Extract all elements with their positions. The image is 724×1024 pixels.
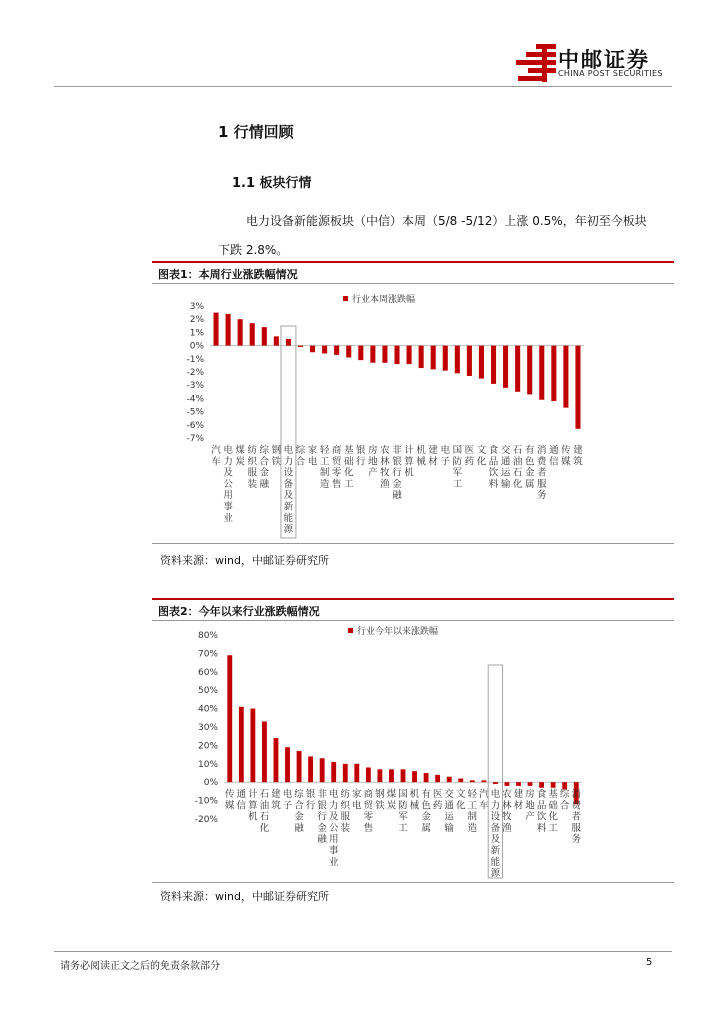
category-label: 食品饮料 — [536, 789, 547, 834]
category-label: 通信 — [236, 789, 247, 812]
bar-计算机 — [250, 709, 255, 783]
category-label: 有色金属 — [421, 789, 431, 834]
category-label: 银行 — [305, 789, 316, 812]
bar-家电 — [354, 764, 359, 782]
bar-煤炭 — [238, 319, 243, 345]
logo-chinese-name: 中邮证券 — [558, 48, 650, 72]
bar-传媒 — [227, 655, 232, 782]
bar-基础化工 — [551, 782, 556, 788]
figure1-top-rule — [152, 261, 674, 263]
category-label: 纺织服装 — [340, 789, 351, 834]
bar-交通运输 — [447, 777, 452, 783]
bar-银行 — [358, 346, 363, 361]
y-tick-label: -4% — [186, 394, 204, 405]
category-label: 电力设备及新能源 — [283, 445, 294, 536]
y-tick-label: 50% — [197, 686, 218, 697]
bar-电力及公用事业 — [226, 314, 231, 346]
bar-消费者服务 — [539, 346, 544, 400]
y-tick-label: -3% — [186, 381, 204, 392]
category-label: 家电 — [352, 789, 362, 812]
bar-汽车 — [481, 780, 486, 782]
category-label: 综合金融 — [294, 789, 304, 834]
category-label: 汽车 — [211, 445, 221, 468]
category-label: 电力及公用事业 — [223, 445, 233, 524]
bar-食品饮料 — [539, 782, 544, 788]
category-label: 非银行金融 — [317, 789, 327, 846]
chart-legend — [348, 625, 438, 637]
category-label: 建筑 — [573, 445, 583, 468]
category-label: 文化 — [476, 445, 487, 468]
category-label: 传媒 — [225, 789, 235, 812]
bar-通信 — [239, 707, 244, 782]
category-label: 银行 — [356, 445, 366, 468]
category-label: 计算机 — [248, 789, 258, 823]
bar-房地产 — [370, 346, 375, 363]
bar-家电 — [310, 346, 315, 353]
y-tick-label: -5% — [186, 407, 204, 418]
figure1-bottom-rule — [152, 543, 674, 544]
bar-纺织服装 — [250, 323, 255, 345]
y-tick-label: 80% — [197, 631, 218, 641]
bar-纺织服装 — [343, 764, 348, 782]
category-label: 钢铁 — [375, 789, 385, 812]
category-label: 综合金融 — [259, 445, 270, 490]
category-label: 轻工制造 — [319, 445, 330, 490]
category-label: 机械 — [416, 445, 426, 468]
category-label: 交通运输 — [500, 445, 511, 490]
y-tick-label: 20% — [197, 741, 218, 752]
category-label: 家电 — [307, 445, 318, 468]
figure1-source: 资料来源：wind，中邮证券研究所 — [160, 554, 330, 567]
category-label: 电子 — [440, 445, 451, 468]
bar-综合金融 — [297, 751, 302, 782]
category-label: 房地产 — [368, 445, 378, 479]
category-label: 传媒 — [561, 445, 571, 468]
category-label: 文化 — [455, 789, 466, 812]
y-tick-label: 70% — [197, 649, 218, 660]
bar-农林牧渔 — [382, 346, 387, 363]
bar-商贸零售 — [334, 346, 339, 355]
y-tick-label: -20% — [194, 815, 218, 825]
category-label: 基础化工 — [343, 445, 354, 490]
bar-医药 — [435, 775, 440, 782]
chart-legend — [343, 293, 415, 305]
y-tick-label: 30% — [197, 723, 218, 733]
category-label: 轻工制造 — [467, 789, 478, 834]
logo-mark-icon — [516, 44, 556, 82]
bar-有色金属 — [424, 773, 429, 782]
y-tick-label: 0% — [203, 778, 218, 789]
logo-english-name: CHINA POST SECURITIES — [558, 69, 663, 78]
category-label: 煤炭 — [386, 789, 397, 812]
bar-电力及公用事业 — [331, 762, 336, 782]
section-heading: 1 行情回顾 — [218, 123, 294, 141]
figure1-title-rule — [152, 283, 674, 284]
page-number: 5 — [646, 957, 653, 968]
y-tick-label: -6% — [186, 420, 204, 431]
bar-文化 — [458, 779, 463, 783]
bar-计算机 — [407, 346, 412, 364]
category-label: 钢铁 — [271, 445, 282, 468]
y-tick-label: -1% — [186, 354, 204, 365]
bar-钢铁 — [274, 336, 279, 345]
category-label: 商贸零售 — [331, 445, 342, 490]
bar-传媒 — [563, 346, 568, 408]
category-label: 农林牧渔 — [502, 789, 512, 834]
bar-综合金融 — [262, 327, 267, 345]
category-label: 汽车 — [479, 789, 489, 812]
category-label: 房地产 — [525, 789, 535, 823]
category-label: 石油石化 — [259, 789, 270, 834]
y-tick-label: 3% — [189, 302, 204, 312]
legend-label: 行业本周涨跌幅 — [352, 295, 416, 305]
bar-文化 — [479, 346, 484, 379]
category-label: 有色金属 — [524, 445, 535, 490]
category-label: 计算机 — [404, 445, 414, 479]
category-label: 消费者服务 — [537, 445, 547, 502]
y-tick-label: 1% — [189, 328, 204, 339]
bar-商贸零售 — [366, 767, 371, 782]
category-label: 综合 — [295, 445, 306, 468]
category-label: 建筑 — [271, 789, 281, 812]
bar-房地产 — [528, 782, 533, 786]
bar-石油石化 — [262, 721, 267, 782]
y-tick-label: 40% — [197, 704, 218, 715]
paragraph-line-2: 下跌 2.8%。 — [218, 243, 289, 257]
bar-医药 — [467, 346, 472, 376]
bar-综合 — [298, 346, 303, 347]
bar-建材 — [516, 782, 521, 786]
bar-建筑 — [575, 346, 580, 429]
bar-建筑 — [274, 738, 279, 782]
bar-食品饮料 — [491, 346, 496, 384]
subsection-heading: 1.1 板块行情 — [232, 176, 312, 191]
category-label: 电子 — [282, 789, 293, 812]
y-tick-label: -7% — [186, 434, 204, 444]
y-tick-label: -10% — [194, 796, 218, 807]
bar-交通运输 — [503, 346, 508, 388]
legend-label: 行业今年以来涨跌幅 — [357, 627, 439, 637]
footer-disclaimer: 请务必阅读正文之后的免责条款部分 — [60, 961, 220, 972]
category-label: 消费者服务 — [571, 789, 581, 846]
bar-电子 — [285, 747, 290, 782]
category-label: 基础化工 — [548, 789, 558, 834]
bar-有色金属 — [527, 346, 532, 395]
y-tick-label: -2% — [186, 368, 204, 378]
bar-银行 — [308, 756, 313, 782]
category-label: 机械 — [409, 789, 420, 812]
category-label: 建材 — [428, 445, 438, 468]
bar-国防军工 — [455, 346, 460, 374]
category-label: 建材 — [513, 789, 524, 812]
category-label: 农林牧渔 — [380, 445, 390, 490]
bar-轻工制造 — [470, 780, 475, 782]
category-label: 电力设备及新能源 — [490, 789, 501, 880]
category-label: 纺织服装 — [247, 445, 257, 490]
figure2-title-rule — [152, 620, 674, 621]
y-tick-label: 10% — [197, 759, 218, 770]
figure2-top-rule — [152, 598, 674, 600]
figure1-title: 图表1：本周行业涨跌幅情况 — [158, 268, 298, 281]
bar-汽车 — [213, 313, 218, 346]
bar-非银行金融 — [320, 758, 325, 782]
bar-煤炭 — [389, 769, 394, 782]
bar-农林牧渔 — [505, 782, 510, 786]
y-tick-label: 2% — [189, 315, 204, 326]
category-label: 医药 — [464, 445, 475, 468]
figure2-bar-chart — [152, 622, 674, 880]
category-label: 煤炭 — [235, 445, 245, 468]
category-label: 交通运输 — [444, 789, 454, 834]
bar-电力设备及新能源 — [286, 339, 291, 346]
category-label: 石油石化 — [512, 445, 523, 490]
header-divider — [54, 86, 672, 87]
bar-建材 — [431, 346, 436, 370]
figure2-bottom-rule — [152, 882, 674, 883]
bar-通信 — [551, 346, 556, 401]
bar-电力设备及新能源 — [493, 782, 498, 784]
category-label: 非银行金融 — [392, 445, 402, 502]
y-tick-label: 0% — [189, 341, 204, 352]
category-label: 电力及公用事业 — [328, 789, 339, 868]
bar-石油石化 — [515, 346, 520, 392]
category-label: 国防军工 — [452, 445, 463, 490]
figure2-source: 资料来源：wind，中邮证券研究所 — [160, 890, 330, 903]
category-label: 食品饮料 — [488, 445, 499, 490]
category-label: 通信 — [549, 445, 559, 468]
bar-机械 — [419, 346, 424, 368]
bar-钢铁 — [377, 769, 382, 782]
category-label: 医药 — [432, 789, 443, 812]
y-tick-label: 60% — [197, 667, 218, 678]
footer-divider — [54, 951, 672, 952]
figure2-title: 图表2：今年以来行业涨跌幅情况 — [158, 605, 320, 618]
bar-机械 — [412, 771, 417, 782]
bar-基础化工 — [346, 346, 351, 358]
bar-轻工制造 — [322, 346, 327, 354]
bar-非银行金融 — [394, 346, 399, 364]
category-label: 商贸零售 — [363, 789, 374, 834]
figure1-bar-chart — [152, 285, 674, 540]
bar-电子 — [443, 346, 448, 371]
category-label: 综合 — [559, 789, 570, 812]
category-label: 国防军工 — [398, 789, 408, 834]
legend-swatch — [348, 628, 353, 633]
paragraph-line-1: 电力设备新能源板块（中信）本周（5/8 -5/12）上涨 0.5%，年初至今板块 — [246, 214, 647, 228]
bar-国防军工 — [401, 769, 406, 782]
legend-swatch — [343, 296, 348, 301]
